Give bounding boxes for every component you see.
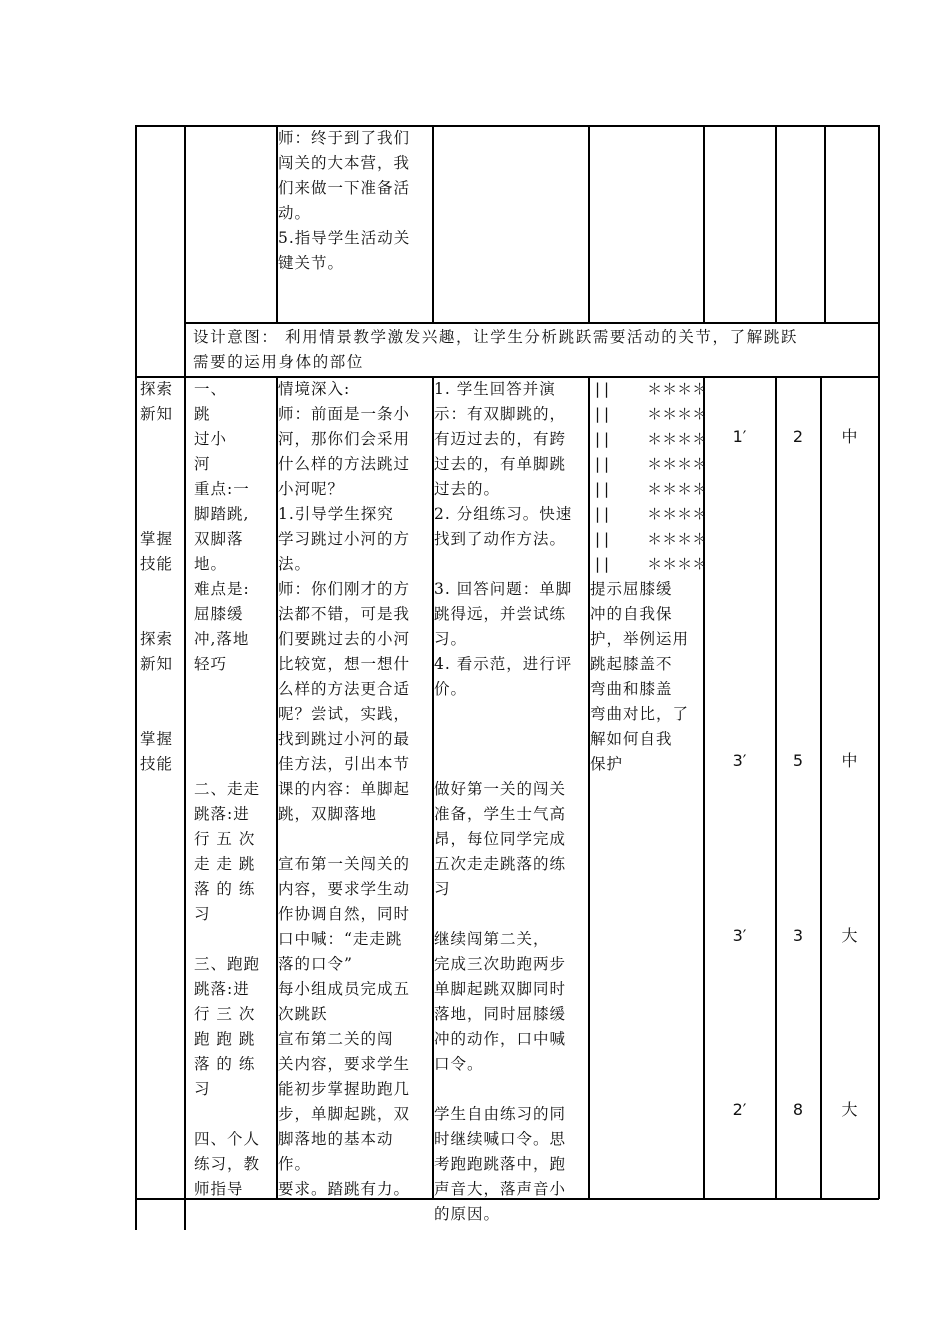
col-divider-5-top (703, 125, 705, 322)
content-run-jump: 三、跑跑 跳落:进 行 三 次 跑 跑 跳 落 的 练 习 (194, 955, 261, 1098)
formation-row: || ＊＊＊＊ (593, 480, 708, 498)
student-activity-text: 1. 学生回答并演 示：有双脚跳的， 有迈过去的，有跨 过去的，有单脚跳 过去的。 2. 分组练习。快速 找到了动作方法。 3. 回答问题：单脚 跳得远，并尝试练 习。 4. 看示范，进行评 价。 做好第一关的闯关 准备，学生士气高 昂，每位同学完成 五次走走跳落的练 习 继续闯第二关， 完成三次助跑两步 单脚起跳双脚同时 落地，同时屈膝缓 冲的动作，口中喊 口令。 学生自由练习的同 时继续喊口令。思 考跑跑跳落中，跑 声音大，落声音小 的原因。 (434, 380, 573, 1223)
content-walk-jump: 二、走走 跳落:进 行 五 次 走 走 跳 落 的 练 习 (194, 780, 261, 923)
stage-label-master-1: 掌握 技能 (140, 530, 174, 573)
formation-row: || ＊＊＊＊ (593, 555, 708, 573)
col-divider-6-top (775, 125, 777, 322)
count-2: 5 (792, 751, 804, 770)
formation-note: 提示屈膝缓 冲的自我保 护，举例运用 跳起膝盖不 弯曲和膝盖 弯曲对比，了 解如何自我 保护 (590, 580, 690, 773)
content-jump-river: 一、 跳 过小 河 重点:一 脚踏跳, 双脚落 地。 难点是: 屈膝缓 冲,落地 轻巧 (194, 380, 250, 673)
count-3: 3 (792, 926, 804, 945)
table-left-border (135, 125, 137, 1230)
table-right-border (878, 125, 880, 1199)
formation-row: || ＊＊＊＊ (593, 430, 708, 448)
col-divider-4-top (588, 125, 590, 322)
time-3: 3′ (732, 926, 747, 945)
top-teacher-text: 师：终于到了我们 闯关的大本营，我 们来做一下准备活 动。 5.指导学生活动关 键关节。 (278, 129, 411, 272)
table-top-border (135, 125, 879, 127)
col-divider-7-main (820, 376, 822, 1198)
formation-row: || ＊＊＊＊ (593, 505, 708, 523)
stage-label-master-2: 掌握 技能 (140, 730, 174, 773)
formation-row: || ＊＊＊＊ (593, 380, 708, 398)
col-divider-6-main (775, 376, 777, 1198)
formation-row: || ＊＊＊＊ (593, 455, 708, 473)
time-2: 3′ (732, 751, 747, 770)
intensity-1: 中 (841, 427, 858, 446)
count-1: 2 (792, 427, 804, 446)
intensity-4: 大 (841, 1100, 858, 1119)
teacher-activity-text: 情境深入: 师：前面是一条小 河，那你们会采用 什么样的方法跳过 小河呢？ 1.引导学生探究 学习跳过小河的方 法。 师：你们刚才的方 法都不错，可是我 们要跳过去的小河 比较宽，想一想什 么样的方法更合适 呢？尝试，实践， 找到跳过小河的最 佳方法，引出本节 课的内容：单脚起 跳，双脚落地 宣布第一关闯关的 内容，要求学生动 作协调自然，同时 口中喊：“走走跳 落的口令” 每小组成员完成五 次跳跃 宣布第二关的闯 关内容，要求学生 能初步掌握助跑几 步，单脚起跳，双 脚落地的基本动 作。 要求。踏跳有力。 (278, 380, 411, 1198)
stage-label-explore-2: 探索 新知 (140, 630, 174, 673)
design-intent-text: 设计意图： 利用情景教学激发兴趣，让学生分析跳跃需要活动的关节，了解跳跃 需要的运用身体的部位 (193, 328, 799, 371)
col-divider-3-top (432, 125, 434, 322)
content-individual-practice: 四、个人 练习，教 师指导 (194, 1130, 261, 1198)
time-4: 2′ (732, 1100, 747, 1119)
intensity-3: 大 (841, 926, 858, 945)
time-1: 1′ (732, 427, 747, 446)
formation-row: || ＊＊＊＊ (593, 530, 708, 548)
formation-row: || ＊＊＊＊ (593, 405, 708, 423)
col-divider-4-main (588, 376, 590, 1198)
col-divider-7-top (824, 125, 826, 322)
count-4: 8 (792, 1100, 804, 1119)
col-divider-1 (184, 125, 186, 1230)
design-intent-top-border (184, 322, 879, 324)
stage-label-explore-1: 探索 新知 (140, 380, 174, 423)
intensity-2: 中 (841, 751, 858, 770)
